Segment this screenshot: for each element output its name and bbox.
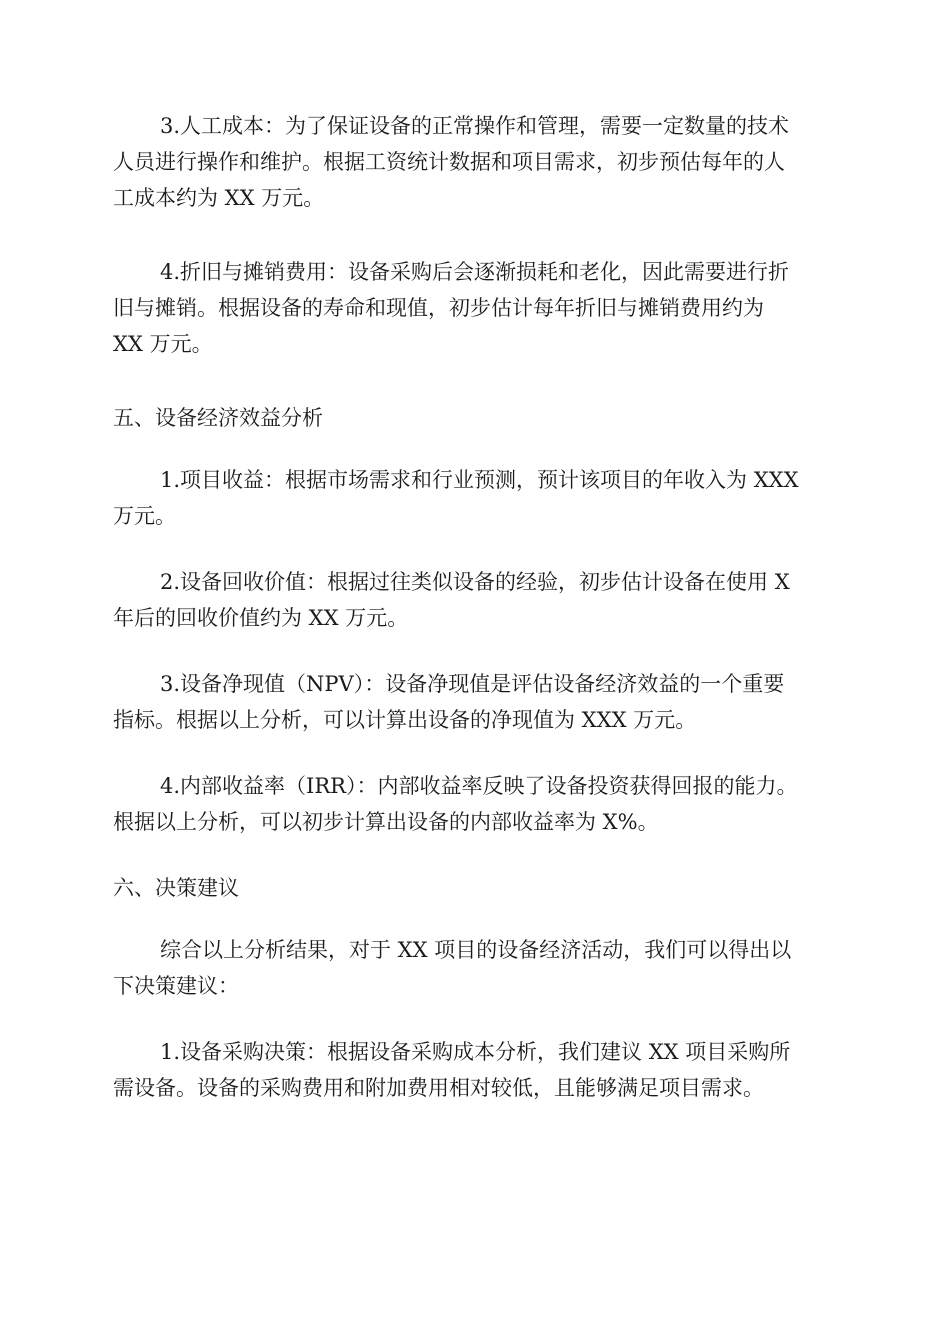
paragraph-labor-cost bbox=[113, 108, 839, 216]
paragraph-irr bbox=[113, 768, 839, 840]
text-line: 根据以上分析，可以初步计算出设备的内部收益率为 X%。 bbox=[113, 810, 659, 834]
heading-line: 六、决策建议 bbox=[113, 876, 239, 900]
text-line: 指标。根据以上分析，可以计算出设备的净现值为 XXX 万元。 bbox=[113, 708, 697, 732]
paragraph-project-revenue bbox=[113, 462, 839, 534]
text-line: 下决策建议： bbox=[113, 974, 239, 998]
text-line: 3.设备净现值（NPV）：设备净现值是评估设备经济效益的一个重要 bbox=[160, 672, 785, 696]
text-line: 年后的回收价值约为 XX 万元。 bbox=[113, 606, 409, 630]
section-heading-economic-benefit bbox=[113, 400, 839, 436]
paragraph-salvage-value bbox=[113, 564, 839, 636]
heading-line: 五、设备经济效益分析 bbox=[113, 406, 323, 430]
text-line: 2.设备回收价值：根据过往类似设备的经验，初步估计设备在使用 X bbox=[160, 570, 790, 594]
text-line: 4.折旧与摊销费用：设备采购后会逐渐损耗和老化，因此需要进行折 bbox=[160, 260, 790, 284]
paragraph-depreciation bbox=[113, 254, 839, 362]
paragraph-summary bbox=[113, 932, 839, 1004]
text-line: 旧与摊销。根据设备的寿命和现值，初步估计每年折旧与摊销费用约为 bbox=[113, 296, 764, 320]
text-line: 1.设备采购决策：根据设备采购成本分析，我们建议 XX 项目采购所 bbox=[160, 1040, 791, 1064]
text-line: 人员进行操作和维护。根据工资统计数据和项目需求，初步预估每年的人 bbox=[113, 150, 785, 174]
text-line: 需设备。设备的采购费用和附加费用相对较低，且能够满足项目需求。 bbox=[113, 1076, 764, 1100]
text-line: 1.项目收益：根据市场需求和行业预测，预计该项目的年收入为 XXX bbox=[160, 468, 799, 492]
text-line: 工成本约为 XX 万元。 bbox=[113, 186, 325, 210]
text-line: 综合以上分析结果，对于 XX 项目的设备经济活动，我们可以得出以 bbox=[160, 938, 792, 962]
text-line: 万元。 bbox=[113, 504, 176, 528]
text-line: 3.人工成本：为了保证设备的正常操作和管理，需要一定数量的技术 bbox=[160, 114, 790, 138]
paragraph-procurement-decision bbox=[113, 1034, 839, 1106]
paragraph-npv bbox=[113, 666, 839, 738]
section-heading-decision bbox=[113, 870, 839, 906]
text-line: XX 万元。 bbox=[113, 332, 213, 356]
text-line: 4.内部收益率（IRR）：内部收益率反映了设备投资获得回报的能力。 bbox=[160, 774, 798, 798]
